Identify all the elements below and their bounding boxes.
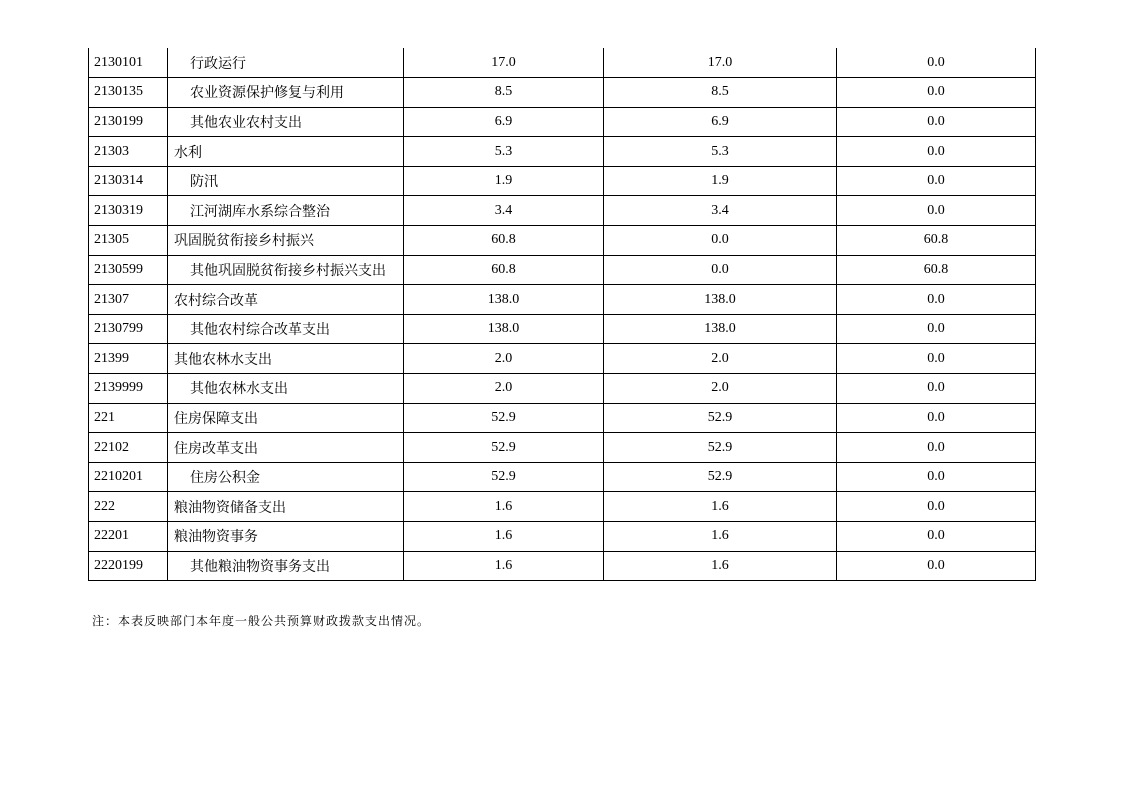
total-amount-cell: 17.0 (404, 48, 604, 78)
subject-code-cell: 21399 (89, 344, 168, 374)
project-expenditure-cell: 0.0 (837, 137, 1036, 167)
total-amount-cell: 5.3 (404, 137, 604, 167)
project-expenditure-cell: 0.0 (837, 403, 1036, 433)
table-row (89, 107, 1036, 137)
table-row (89, 226, 1036, 256)
subject-name-cell: 住房保障支出 (168, 403, 404, 433)
total-amount-cell: 52.9 (404, 433, 604, 463)
basic-expenditure-cell: 6.9 (604, 107, 837, 137)
subject-name-cell: 江河湖库水系综合整治 (168, 196, 404, 226)
table-row (89, 255, 1036, 285)
basic-expenditure-cell: 52.9 (604, 462, 837, 492)
subject-code-cell: 222 (89, 492, 168, 522)
total-amount-cell: 6.9 (404, 107, 604, 137)
subject-name-cell: 住房公积金 (168, 462, 404, 492)
total-amount-cell: 8.5 (404, 78, 604, 108)
basic-expenditure-cell: 52.9 (604, 403, 837, 433)
basic-expenditure-cell: 0.0 (604, 226, 837, 256)
table-row (89, 374, 1036, 404)
total-amount-cell: 52.9 (404, 462, 604, 492)
total-amount-cell: 60.8 (404, 255, 604, 285)
table-row (89, 403, 1036, 433)
project-expenditure-cell: 60.8 (837, 226, 1036, 256)
subject-code-cell: 21303 (89, 137, 168, 167)
basic-expenditure-cell: 3.4 (604, 196, 837, 226)
subject-name-cell: 其他农业农村支出 (168, 107, 404, 137)
project-expenditure-cell: 0.0 (837, 492, 1036, 522)
total-amount-cell: 1.9 (404, 166, 604, 196)
project-expenditure-cell: 0.0 (837, 196, 1036, 226)
project-expenditure-cell: 60.8 (837, 255, 1036, 285)
subject-name-cell: 巩固脱贫衔接乡村振兴 (168, 226, 404, 256)
subject-code-cell: 21307 (89, 285, 168, 315)
subject-name-cell: 其他巩固脱贫衔接乡村振兴支出 (168, 255, 404, 285)
subject-code-cell: 2210201 (89, 462, 168, 492)
subject-name-cell: 其他农林水支出 (168, 344, 404, 374)
total-amount-cell: 2.0 (404, 374, 604, 404)
project-expenditure-cell: 0.0 (837, 462, 1036, 492)
basic-expenditure-cell: 52.9 (604, 433, 837, 463)
subject-code-cell: 21305 (89, 226, 168, 256)
total-amount-cell: 52.9 (404, 403, 604, 433)
subject-code-cell: 2130319 (89, 196, 168, 226)
basic-expenditure-cell: 2.0 (604, 344, 837, 374)
total-amount-cell: 138.0 (404, 314, 604, 344)
table-row (89, 551, 1036, 581)
subject-code-cell: 2220199 (89, 551, 168, 581)
subject-name-cell: 住房改革支出 (168, 433, 404, 463)
subject-name-cell: 其他粮油物资事务支出 (168, 551, 404, 581)
basic-expenditure-cell: 17.0 (604, 48, 837, 78)
subject-name-cell: 防汛 (168, 166, 404, 196)
total-amount-cell: 138.0 (404, 285, 604, 315)
table-row (89, 314, 1036, 344)
table-row (89, 344, 1036, 374)
project-expenditure-cell: 0.0 (837, 522, 1036, 552)
project-expenditure-cell: 0.0 (837, 48, 1036, 78)
subject-code-cell: 22201 (89, 522, 168, 552)
table-row (89, 522, 1036, 552)
basic-expenditure-cell: 138.0 (604, 314, 837, 344)
basic-expenditure-cell: 138.0 (604, 285, 837, 315)
table-row (89, 462, 1036, 492)
subject-name-cell: 行政运行 (168, 48, 404, 78)
subject-code-cell: 2130135 (89, 78, 168, 108)
basic-expenditure-cell: 0.0 (604, 255, 837, 285)
subject-code-cell: 2139999 (89, 374, 168, 404)
project-expenditure-cell: 0.0 (837, 374, 1036, 404)
subject-name-cell: 农村综合改革 (168, 285, 404, 315)
table-body (89, 48, 1036, 581)
table-row (89, 196, 1036, 226)
project-expenditure-cell: 0.0 (837, 433, 1036, 463)
project-expenditure-cell: 0.0 (837, 344, 1036, 374)
subject-code-cell: 2130199 (89, 107, 168, 137)
basic-expenditure-cell: 8.5 (604, 78, 837, 108)
subject-name-cell: 其他农村综合改革支出 (168, 314, 404, 344)
table-row (89, 137, 1036, 167)
table-row (89, 166, 1036, 196)
table-row (89, 433, 1036, 463)
basic-expenditure-cell: 1.6 (604, 551, 837, 581)
total-amount-cell: 1.6 (404, 551, 604, 581)
total-amount-cell: 2.0 (404, 344, 604, 374)
basic-expenditure-cell: 1.9 (604, 166, 837, 196)
subject-code-cell: 221 (89, 403, 168, 433)
subject-name-cell: 粮油物资储备支出 (168, 492, 404, 522)
basic-expenditure-cell: 5.3 (604, 137, 837, 167)
table-footnote: 注：本表反映部门本年度一般公共预算财政拨款支出情况。 (92, 614, 431, 628)
basic-expenditure-cell: 2.0 (604, 374, 837, 404)
total-amount-cell: 1.6 (404, 522, 604, 552)
table-row (89, 492, 1036, 522)
project-expenditure-cell: 0.0 (837, 107, 1036, 137)
subject-code-cell: 2130599 (89, 255, 168, 285)
table-row (89, 78, 1036, 108)
subject-name-cell: 其他农林水支出 (168, 374, 404, 404)
budget-expenditure-table (88, 48, 1036, 581)
subject-code-cell: 22102 (89, 433, 168, 463)
project-expenditure-cell: 0.0 (837, 166, 1036, 196)
total-amount-cell: 3.4 (404, 196, 604, 226)
basic-expenditure-cell: 1.6 (604, 522, 837, 552)
total-amount-cell: 1.6 (404, 492, 604, 522)
project-expenditure-cell: 0.0 (837, 314, 1036, 344)
basic-expenditure-cell: 1.6 (604, 492, 837, 522)
project-expenditure-cell: 0.0 (837, 285, 1036, 315)
subject-code-cell: 2130799 (89, 314, 168, 344)
subject-code-cell: 2130314 (89, 166, 168, 196)
table-row (89, 285, 1036, 315)
project-expenditure-cell: 0.0 (837, 78, 1036, 108)
total-amount-cell: 60.8 (404, 226, 604, 256)
project-expenditure-cell: 0.0 (837, 551, 1036, 581)
subject-name-cell: 农业资源保护修复与利用 (168, 78, 404, 108)
subject-name-cell: 粮油物资事务 (168, 522, 404, 552)
subject-code-cell: 2130101 (89, 48, 168, 78)
table-row (89, 48, 1036, 78)
subject-name-cell: 水利 (168, 137, 404, 167)
